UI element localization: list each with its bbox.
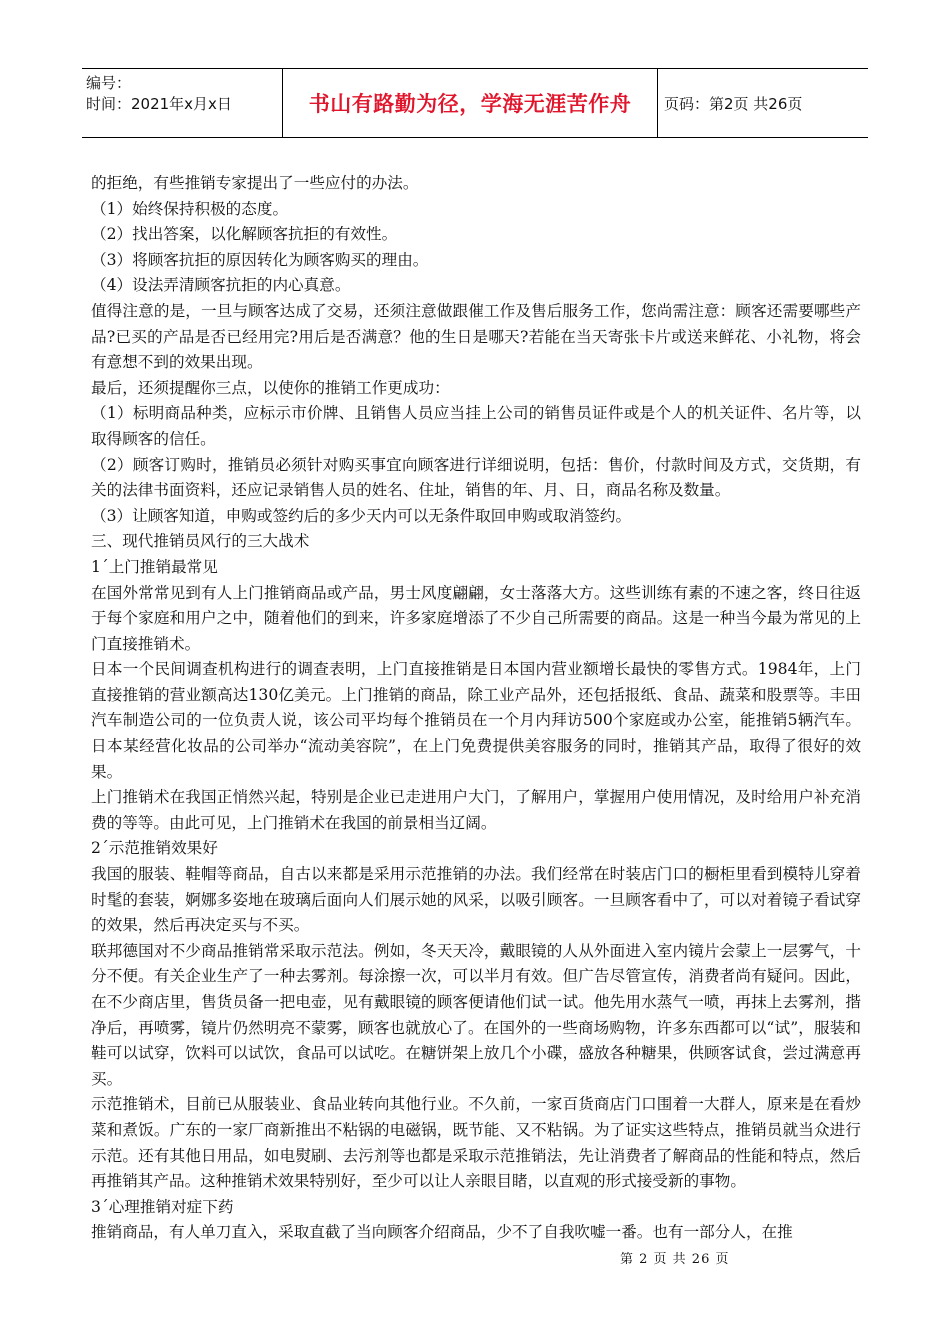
page-footer: 第 2 页 共 26 页 xyxy=(620,1252,730,1267)
body-paragraph: （3）让顾客知道，申购或签约后的多少天内可以无条件取回申购或取消签约。 xyxy=(91,506,632,525)
body-paragraph: （2）顾客订购时，推销员必须针对购买事宜向顾客进行详细说明，包括：售价，付款时间及方式，交货期，有关的法律书面资料，还应记录销售人员的姓名、住址，销售的年、月、日，商品名称及数量。 xyxy=(91,455,861,500)
subsection-heading: 2´示范推销效果好 xyxy=(91,839,218,858)
body-paragraph: 的拒绝，有些推销专家提出了一些应付的办法。 xyxy=(91,174,419,192)
header-motto: 书山有路勤为径，学海无涯苦作舟 xyxy=(308,92,632,116)
document-number-label: 编号： xyxy=(86,74,132,92)
body-paragraph: （2）找出答案，以化解顾客抗拒的有效性。 xyxy=(91,225,398,244)
header-motto-cell xyxy=(283,69,658,137)
body-paragraph: 日本一个民间调查机构进行的调查表明，上门直接推销是日本国内营业额增长最快的零售方式。1984年，上门直接推销的营业额高达130亿美元。上门推销的商品，除工业产品外，还包括报纸、食品、蔬菜和股票等。丰田汽车制造公司的一位负责人说，该公司平均每个推销员在一个月内拜访500个家庭或办公室，能推销5辆汽车。日本某经营化妆品的公司举办“流动美容院”，在上门免费提供美容服务的同时，推销其产品，取得了很好的效果。 xyxy=(91,660,861,781)
body-paragraph: 联邦德国对不少商品推销常采取示范法。例如，冬天天冷，戴眼镜的人从外面进入室内镜片会蒙上一层雾气，十分不便。有关企业生产了一种去雾剂。每涂擦一次，可以半月有效。但广告尽管宣传，消费者尚有疑问。因此，在不少商店里，售货员备一把电壶，见有戴眼镜的顾客便请他们试一试。他先用水蒸气一喷，再抹上去雾剂，揩净后，再喷雾，镜片仍然明亮不蒙雾，顾客也就放心了。在国外的一些商场购物，许多东西都可以“试”，服装和鞋可以试穿，饮料可以试饮，食品可以试吃。在糖饼架上放几个小碟，盛放各种糖果，供顾客试食，尝过满意再买。 xyxy=(91,941,861,1088)
body-paragraph: （4）设法弄清顾客抗拒的内心真意。 xyxy=(91,276,351,295)
section-heading: 三、现代推销员风行的三大战术 xyxy=(91,532,310,551)
document-body xyxy=(91,171,861,1246)
body-paragraph: 值得注意的是，一旦与顾客达成了交易，还须注意做跟催工作及售后服务工作，您尚需注意：顾客还需要哪些产品?已买的产品是否已经用完?用后是否满意？他的生日是哪天?若能在当天寄张卡片或送来鲜花、小礼物，将会有意想不到的效果出现。 xyxy=(91,301,861,372)
body-paragraph: （1）始终保持积极的态度。 xyxy=(91,199,289,218)
subsection-heading: 1´上门推销最常见 xyxy=(91,557,218,576)
page-header xyxy=(82,68,868,138)
header-meta xyxy=(82,69,283,137)
body-paragraph: 在国外常常见到有人上门推销商品或产品，男士风度翩翩，女士落落大方。这些训练有素的不速之客，终日往返于每个家庭和用户之中，随着他们的到来，许多家庭增添了不少自己所需要的商品。这是一种当今最为常见的上门直接推销术。 xyxy=(91,583,861,653)
header-page-info: 页码：第2页 共26页 xyxy=(664,94,803,113)
body-paragraph: （3）将顾客抗拒的原因转化为顾客购买的理由。 xyxy=(91,250,429,269)
body-paragraph: 最后，还须提醒你三点，以使你的推销工作更成功： xyxy=(91,378,450,397)
subsection-heading: 3´心理推销对症下药 xyxy=(91,1197,234,1216)
document-time-label: 时间：2021年x月x日 xyxy=(86,95,232,113)
body-paragraph: （1）标明商品种类，应标示市价牌、且销售人员应当挂上公司的销售员证件或是个人的机关证件、名片等，以取得顾客的信任。 xyxy=(91,404,861,448)
body-paragraph: 推销商品，有人单刀直入，采取直截了当向顾客介绍商品，少不了自我吹嘘一番。也有一部分人，在推 xyxy=(91,1223,793,1242)
header-page-info-cell xyxy=(658,69,868,137)
body-paragraph: 示范推销术，目前已从服装业、食品业转向其他行业。不久前，一家百货商店门口围着一大群人，原来是在看炒菜和煮饭。广东的一家厂商新推出不粘锅的电磁锅，既节能、又不粘锅。为了证实这些特点，推销员就当众进行示范。还有其他日用品，如电熨刷、去污剂等也都是采取示范推销法，先让消费者了解商品的性能和特点，然后再推销其产品。这种推销术效果特别好，至少可以让人亲眼目睹，以直观的形式接受新的事物。 xyxy=(91,1095,861,1191)
body-paragraph: 我国的服装、鞋帽等商品，自古以来都是采用示范推销的办法。我们经常在时装店门口的橱柜里看到模特儿穿着时髦的套装，婀娜多姿地在玻璃后面向人们展示她的风采，以吸引顾客。一旦顾客看中了，可以对着镜子看试穿的效果，然后再决定买与不买。 xyxy=(91,865,861,935)
body-paragraph: 上门推销术在我国正悄然兴起，特别是企业已走进用户大门，了解用户，掌握用户使用情况，及时给用户补充消费的等等。由此可见，上门推销术在我国的前景相当辽阔。 xyxy=(91,788,861,832)
